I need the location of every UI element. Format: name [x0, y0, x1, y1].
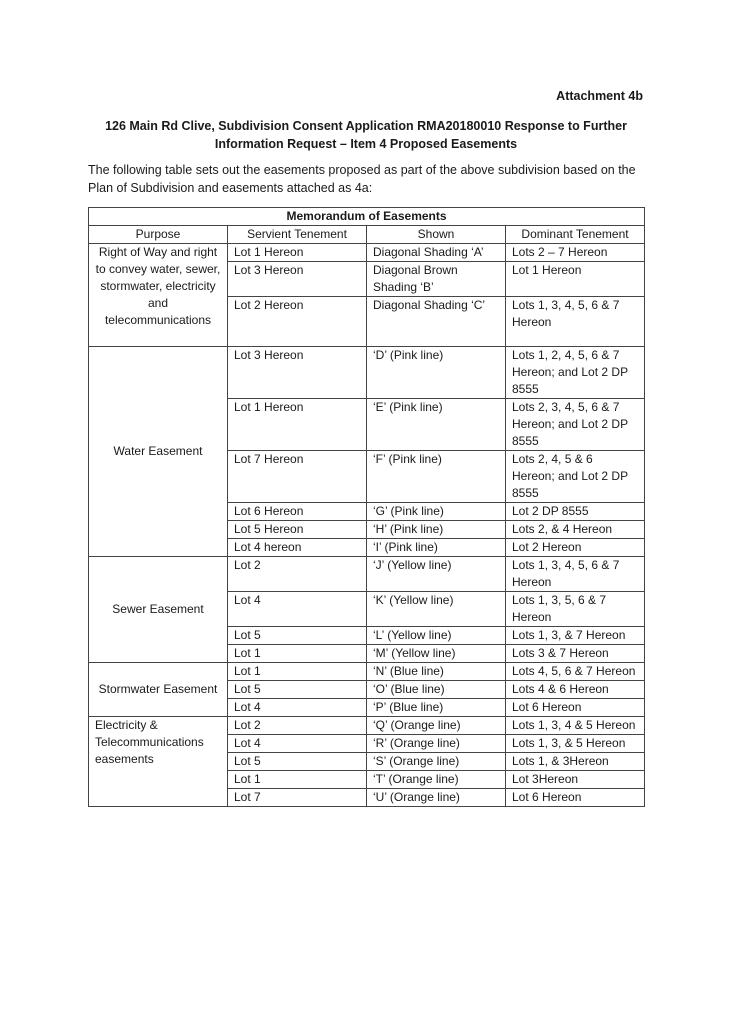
dominant-cell: Lot 2 Hereon — [506, 539, 645, 557]
shown-cell: ‘U’ (Orange line) — [367, 789, 506, 807]
easements-table — [88, 207, 645, 807]
header-row — [89, 226, 645, 244]
table-row — [89, 717, 645, 735]
servient-cell: Lot 1 — [228, 645, 367, 663]
shown-cell: ‘E’ (Pink line) — [367, 399, 506, 451]
shown-cell: ‘G’ (Pink line) — [367, 503, 506, 521]
shown-cell: Diagonal Shading ‘C’ — [367, 297, 506, 347]
dominant-cell: Lot 2 DP 8555 — [506, 503, 645, 521]
servient-cell: Lot 2 Hereon — [228, 297, 367, 347]
servient-cell: Lot 4 — [228, 699, 367, 717]
table-row — [89, 244, 645, 262]
servient-cell: Lot 7 — [228, 789, 367, 807]
shown-cell: Diagonal Brown Shading ‘B’ — [367, 262, 506, 297]
title-line-1: 126 Main Rd Clive, Subdivision Consent Application RMA20180010 Response to Further — [105, 119, 627, 133]
dominant-cell: Lots 1, 3, 4 & 5 Hereon — [506, 717, 645, 735]
shown-cell: ‘H’ (Pink line) — [367, 521, 506, 539]
shown-cell: ‘N’ (Blue line) — [367, 663, 506, 681]
dominant-cell: Lots 1, 2, 4, 5, 6 & 7 Hereon; and Lot 2 DP 8555 — [506, 347, 645, 399]
servient-cell: Lot 1 — [228, 663, 367, 681]
servient-cell: Lot 5 — [228, 627, 367, 645]
intro-paragraph: The following table sets out the easements proposed as part of the above subdivision based on the Plan of Subdivision and easements attached as 4a: — [88, 163, 636, 195]
shown-cell: ‘K’ (Yellow line) — [367, 592, 506, 627]
attachment-label: Attachment 4b — [556, 89, 643, 103]
table-row — [89, 663, 645, 681]
dominant-cell: Lot 6 Hereon — [506, 699, 645, 717]
header-purpose: Purpose — [89, 226, 228, 244]
header-dominant: Dominant Tenement — [506, 226, 645, 244]
shown-cell: ‘R’ (Orange line) — [367, 735, 506, 753]
shown-cell: ‘Q’ (Orange line) — [367, 717, 506, 735]
dominant-cell: Lots 1, 3, 4, 5, 6 & 7 Hereon — [506, 297, 645, 347]
servient-cell: Lot 3 Hereon — [228, 347, 367, 399]
servient-cell: Lot 5 Hereon — [228, 521, 367, 539]
shown-cell: ‘T’ (Orange line) — [367, 771, 506, 789]
purpose-cell: Stormwater Easement — [89, 663, 228, 717]
servient-cell: Lot 7 Hereon — [228, 451, 367, 503]
servient-cell: Lot 1 — [228, 771, 367, 789]
servient-cell: Lot 5 — [228, 681, 367, 699]
table-row — [89, 557, 645, 592]
purpose-cell: Water Easement — [89, 347, 228, 557]
shown-cell: ‘P’ (Blue line) — [367, 699, 506, 717]
servient-cell: Lot 2 — [228, 717, 367, 735]
servient-cell: Lot 1 Hereon — [228, 399, 367, 451]
shown-cell: Diagonal Shading ‘A’ — [367, 244, 506, 262]
servient-cell: Lot 4 hereon — [228, 539, 367, 557]
purpose-cell: Sewer Easement — [89, 557, 228, 663]
header-shown: Shown — [367, 226, 506, 244]
dominant-cell: Lots 4 & 6 Hereon — [506, 681, 645, 699]
shown-cell: ‘L’ (Yellow line) — [367, 627, 506, 645]
dominant-cell: Lots 2, & 4 Hereon — [506, 521, 645, 539]
servient-cell: Lot 4 — [228, 592, 367, 627]
shown-cell: ‘D’ (Pink line) — [367, 347, 506, 399]
dominant-cell: Lots 1, 3, & 5 Hereon — [506, 735, 645, 753]
dominant-cell: Lots 1, 3, 5, 6 & 7 Hereon — [506, 592, 645, 627]
dominant-cell: Lots 2 – 7 Hereon — [506, 244, 645, 262]
dominant-cell: Lots 2, 3, 4, 5, 6 & 7 Hereon; and Lot 2 DP 8555 — [506, 399, 645, 451]
table-caption: Memorandum of Easements — [89, 208, 645, 226]
header-servient: Servient Tenement — [228, 226, 367, 244]
shown-cell: ‘F’ (Pink line) — [367, 451, 506, 503]
shown-cell: ‘O’ (Blue line) — [367, 681, 506, 699]
title-line-2: Information Request – Item 4 Proposed Easements — [214, 137, 518, 151]
table-row — [89, 347, 645, 399]
servient-cell: Lot 5 — [228, 753, 367, 771]
shown-cell: ‘I’ (Pink line) — [367, 539, 506, 557]
dominant-cell: Lot 3Hereon — [506, 771, 645, 789]
shown-cell: ‘M’ (Yellow line) — [367, 645, 506, 663]
shown-cell: ‘J’ (Yellow line) — [367, 557, 506, 592]
dominant-cell: Lots 1, & 3Hereon — [506, 753, 645, 771]
servient-cell: Lot 2 — [228, 557, 367, 592]
dominant-cell: Lots 4, 5, 6 & 7 Hereon — [506, 663, 645, 681]
servient-cell: Lot 1 Hereon — [228, 244, 367, 262]
dominant-cell: Lots 1, 3, & 7 Hereon — [506, 627, 645, 645]
dominant-cell: Lots 2, 4, 5 & 6 Hereon; and Lot 2 DP 8555 — [506, 451, 645, 503]
dominant-cell: Lot 1 Hereon — [506, 262, 645, 297]
dominant-cell: Lots 3 & 7 Hereon — [506, 645, 645, 663]
dominant-cell: Lots 1, 3, 4, 5, 6 & 7 Hereon — [506, 557, 645, 592]
purpose-cell: Right of Way and right to convey water, sewer, stormwater, electricity and telecommunications — [89, 244, 228, 347]
servient-cell: Lot 4 — [228, 735, 367, 753]
shown-cell: ‘S’ (Orange line) — [367, 753, 506, 771]
servient-cell: Lot 6 Hereon — [228, 503, 367, 521]
servient-cell: Lot 3 Hereon — [228, 262, 367, 297]
caption-row — [89, 208, 645, 226]
purpose-cell: Electricity & Telecommunications easements — [89, 717, 228, 807]
dominant-cell: Lot 6 Hereon — [506, 789, 645, 807]
document-title — [88, 117, 644, 153]
